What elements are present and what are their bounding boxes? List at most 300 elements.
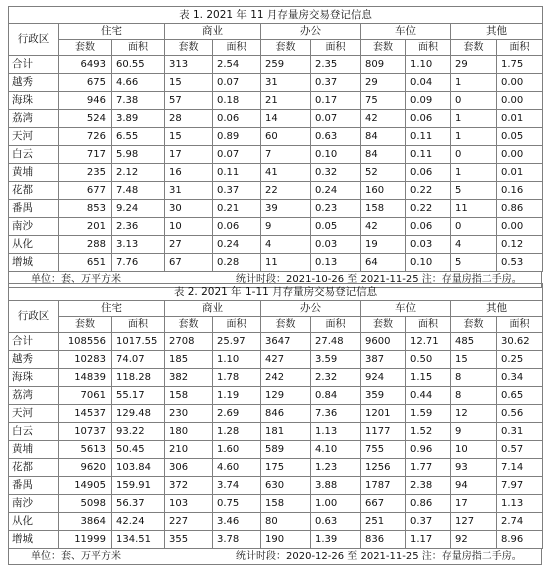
- area-cell: 1.78: [213, 369, 261, 387]
- count-cell: 41: [261, 164, 311, 182]
- count-cell: 726: [59, 128, 112, 146]
- count-cell: 16: [165, 164, 213, 182]
- count-cell: 372: [165, 477, 213, 495]
- area-cell: 0.01: [497, 164, 543, 182]
- area-cell: 0.37: [311, 74, 361, 92]
- count-cell: 14537: [59, 405, 112, 423]
- region-name: 荔湾: [9, 110, 59, 128]
- area-cell: 2.12: [112, 164, 165, 182]
- count-cell: 57: [165, 92, 213, 110]
- table-row: [9, 74, 543, 92]
- count-cell: 93: [451, 459, 497, 477]
- sub-header-count: 套数: [59, 317, 112, 333]
- sub-header-count: 套数: [451, 40, 497, 56]
- count-cell: 52: [361, 164, 406, 182]
- sub-header-area: 面积: [213, 40, 261, 56]
- sub-header-area: 面积: [311, 40, 361, 56]
- table-row: [9, 477, 543, 495]
- count-cell: 42: [361, 218, 406, 236]
- count-cell: 227: [165, 513, 213, 531]
- region-name: 白云: [9, 146, 59, 164]
- table-row: [9, 387, 543, 405]
- count-cell: 15: [165, 128, 213, 146]
- count-cell: 210: [165, 441, 213, 459]
- area-cell: 0.00: [497, 74, 543, 92]
- count-cell: 755: [361, 441, 406, 459]
- count-cell: 1: [451, 164, 497, 182]
- region-name: 越秀: [9, 351, 59, 369]
- group-header-office: 办公: [261, 24, 361, 40]
- sub-header-count: 套数: [261, 40, 311, 56]
- region-name: 番禺: [9, 200, 59, 218]
- region-name: 南沙: [9, 495, 59, 513]
- area-cell: 0.24: [213, 236, 261, 254]
- area-cell: 2.36: [112, 218, 165, 236]
- sub-header-count: 套数: [165, 317, 213, 333]
- count-cell: 92: [451, 531, 497, 549]
- area-cell: 3.46: [213, 513, 261, 531]
- area-cell: 3.88: [311, 477, 361, 495]
- group-header-other: 其他: [451, 24, 543, 40]
- area-cell: 0.06: [406, 164, 451, 182]
- group-header-residential: 住宅: [59, 301, 165, 317]
- count-cell: 1787: [361, 477, 406, 495]
- count-cell: 21: [261, 92, 311, 110]
- area-cell: 60.55: [112, 56, 165, 74]
- region-name: 黄埔: [9, 164, 59, 182]
- area-cell: 0.17: [311, 92, 361, 110]
- table-row: [9, 459, 543, 477]
- area-cell: 3.59: [311, 351, 361, 369]
- count-cell: 1: [451, 74, 497, 92]
- area-cell: 3.13: [112, 236, 165, 254]
- group-header-office: 办公: [261, 301, 361, 317]
- table-block-ytd: [8, 283, 542, 565]
- area-cell: 0.37: [406, 513, 451, 531]
- count-cell: 39: [261, 200, 311, 218]
- count-cell: 181: [261, 423, 311, 441]
- count-cell: 2708: [165, 333, 213, 351]
- region-name: 海珠: [9, 92, 59, 110]
- count-cell: 355: [165, 531, 213, 549]
- count-cell: 589: [261, 441, 311, 459]
- count-cell: 846: [261, 405, 311, 423]
- count-cell: 259: [261, 56, 311, 74]
- count-cell: 175: [261, 459, 311, 477]
- area-cell: 2.54: [213, 56, 261, 74]
- count-cell: 27: [165, 236, 213, 254]
- sub-header-count: 套数: [361, 40, 406, 56]
- table-row: [9, 405, 543, 423]
- area-cell: 0.10: [311, 146, 361, 164]
- count-cell: 64: [361, 254, 406, 272]
- area-cell: 0.22: [406, 200, 451, 218]
- count-cell: 235: [59, 164, 112, 182]
- area-cell: 0.13: [311, 254, 361, 272]
- count-cell: 14905: [59, 477, 112, 495]
- region-name: 白云: [9, 423, 59, 441]
- area-cell: 0.96: [406, 441, 451, 459]
- area-cell: 74.07: [112, 351, 165, 369]
- region-name: 合计: [9, 333, 59, 351]
- area-cell: 0.03: [406, 236, 451, 254]
- count-cell: 677: [59, 182, 112, 200]
- count-cell: 31: [261, 74, 311, 92]
- area-cell: 1.75: [497, 56, 543, 74]
- count-cell: 185: [165, 351, 213, 369]
- table-row: [9, 218, 543, 236]
- region-name: 荔湾: [9, 387, 59, 405]
- area-cell: 50.45: [112, 441, 165, 459]
- area-cell: 42.24: [112, 513, 165, 531]
- count-cell: 717: [59, 146, 112, 164]
- count-cell: 251: [361, 513, 406, 531]
- count-cell: 29: [361, 74, 406, 92]
- area-cell: 103.84: [112, 459, 165, 477]
- sub-header-area: 面积: [213, 317, 261, 333]
- monthly-transaction-table: [8, 6, 543, 272]
- count-cell: 15: [451, 351, 497, 369]
- count-cell: 10: [165, 218, 213, 236]
- area-cell: 1.10: [213, 351, 261, 369]
- area-cell: 0.00: [497, 218, 543, 236]
- period-note: 统计时段：2021-10-26 至 2021-11-25 注：存量房指二手房。: [236, 274, 522, 285]
- count-cell: 94: [451, 477, 497, 495]
- area-cell: 0.86: [406, 495, 451, 513]
- area-cell: 0.11: [406, 146, 451, 164]
- table-row: [9, 182, 543, 200]
- area-cell: 0.07: [213, 146, 261, 164]
- count-cell: 22: [261, 182, 311, 200]
- unit-note: 单位：套、万平方米: [31, 274, 121, 285]
- area-cell: 8.96: [497, 531, 543, 549]
- count-cell: 5613: [59, 441, 112, 459]
- count-cell: 1256: [361, 459, 406, 477]
- count-cell: 924: [361, 369, 406, 387]
- count-cell: 11: [451, 200, 497, 218]
- area-cell: 1.28: [213, 423, 261, 441]
- area-cell: 134.51: [112, 531, 165, 549]
- region-name: 花都: [9, 182, 59, 200]
- region-header: 行政区: [9, 24, 59, 56]
- area-cell: 6.55: [112, 128, 165, 146]
- region-header: 行政区: [9, 301, 59, 333]
- table-row: [9, 110, 543, 128]
- area-cell: 0.31: [497, 423, 543, 441]
- group-header-parking: 车位: [361, 24, 451, 40]
- area-cell: 0.63: [311, 513, 361, 531]
- count-cell: 387: [361, 351, 406, 369]
- region-name: 越秀: [9, 74, 59, 92]
- area-cell: 4.10: [311, 441, 361, 459]
- area-cell: 9.24: [112, 200, 165, 218]
- region-name: 花都: [9, 459, 59, 477]
- area-cell: 56.37: [112, 495, 165, 513]
- region-name: 番禺: [9, 477, 59, 495]
- count-cell: 5098: [59, 495, 112, 513]
- count-cell: 75: [361, 92, 406, 110]
- count-cell: 7061: [59, 387, 112, 405]
- sub-header-area: 面积: [406, 40, 451, 56]
- area-cell: 0.24: [311, 182, 361, 200]
- area-cell: 0.07: [213, 74, 261, 92]
- area-cell: 0.05: [497, 128, 543, 146]
- count-cell: 158: [261, 495, 311, 513]
- area-cell: 0.06: [213, 218, 261, 236]
- count-cell: 158: [361, 200, 406, 218]
- count-cell: 180: [165, 423, 213, 441]
- count-cell: 8: [451, 387, 497, 405]
- count-cell: 127: [451, 513, 497, 531]
- area-cell: 5.98: [112, 146, 165, 164]
- count-cell: 14839: [59, 369, 112, 387]
- count-cell: 0: [451, 218, 497, 236]
- table-row: [9, 236, 543, 254]
- area-cell: 0.65: [497, 387, 543, 405]
- count-cell: 0: [451, 146, 497, 164]
- area-cell: 1.77: [406, 459, 451, 477]
- area-cell: 0.11: [406, 128, 451, 146]
- count-cell: 42: [361, 110, 406, 128]
- region-name: 海珠: [9, 369, 59, 387]
- count-cell: 11: [261, 254, 311, 272]
- area-cell: 0.05: [311, 218, 361, 236]
- count-cell: 10: [451, 441, 497, 459]
- area-cell: 1.52: [406, 423, 451, 441]
- count-cell: 108556: [59, 333, 112, 351]
- area-cell: 12.71: [406, 333, 451, 351]
- count-cell: 382: [165, 369, 213, 387]
- table-title: 表 2. 2021 年 1-11 月存量房交易登记信息: [9, 284, 543, 301]
- group-header-parking: 车位: [361, 301, 451, 317]
- count-cell: 31: [165, 182, 213, 200]
- sub-header-area: 面积: [311, 317, 361, 333]
- count-cell: 29: [451, 56, 497, 74]
- area-cell: 1.10: [406, 56, 451, 74]
- area-cell: 7.36: [311, 405, 361, 423]
- count-cell: 651: [59, 254, 112, 272]
- sub-header-count: 套数: [361, 317, 406, 333]
- area-cell: 0.10: [406, 254, 451, 272]
- table-row: [9, 513, 543, 531]
- area-cell: 2.35: [311, 56, 361, 74]
- count-cell: 4: [451, 236, 497, 254]
- count-cell: 158: [165, 387, 213, 405]
- area-cell: 1.00: [311, 495, 361, 513]
- count-cell: 80: [261, 513, 311, 531]
- table-row: [9, 441, 543, 459]
- area-cell: 0.06: [406, 218, 451, 236]
- count-cell: 190: [261, 531, 311, 549]
- count-cell: 630: [261, 477, 311, 495]
- sub-header-count: 套数: [165, 40, 213, 56]
- area-cell: 0.06: [213, 110, 261, 128]
- table-row: [9, 200, 543, 218]
- area-cell: 7.48: [112, 182, 165, 200]
- table-row: [9, 254, 543, 272]
- table-title: 表 1. 2021 年 11 月存量房交易登记信息: [9, 7, 543, 24]
- count-cell: 427: [261, 351, 311, 369]
- area-cell: 1.13: [497, 495, 543, 513]
- sub-header-area: 面积: [406, 317, 451, 333]
- count-cell: 230: [165, 405, 213, 423]
- area-cell: 0.12: [497, 236, 543, 254]
- table-row: [9, 92, 543, 110]
- count-cell: 6493: [59, 56, 112, 74]
- table-block-monthly: [8, 6, 542, 288]
- area-cell: 4.60: [213, 459, 261, 477]
- area-cell: 2.69: [213, 405, 261, 423]
- table-row: [9, 495, 543, 513]
- count-cell: 84: [361, 146, 406, 164]
- group-header-residential: 住宅: [59, 24, 165, 40]
- count-cell: 160: [361, 182, 406, 200]
- area-cell: 1.19: [213, 387, 261, 405]
- area-cell: 0.56: [497, 405, 543, 423]
- region-name: 黄埔: [9, 441, 59, 459]
- table-footer: [8, 549, 542, 565]
- region-name: 合计: [9, 56, 59, 74]
- area-cell: 0.63: [311, 128, 361, 146]
- area-cell: 0.23: [311, 200, 361, 218]
- count-cell: 4: [261, 236, 311, 254]
- group-header-other: 其他: [451, 301, 543, 317]
- count-cell: 129: [261, 387, 311, 405]
- area-cell: 1.59: [406, 405, 451, 423]
- area-cell: 2.38: [406, 477, 451, 495]
- area-cell: 2.74: [497, 513, 543, 531]
- count-cell: 853: [59, 200, 112, 218]
- area-cell: 0.34: [497, 369, 543, 387]
- area-cell: 7.76: [112, 254, 165, 272]
- area-cell: 7.38: [112, 92, 165, 110]
- count-cell: 3647: [261, 333, 311, 351]
- count-cell: 201: [59, 218, 112, 236]
- count-cell: 288: [59, 236, 112, 254]
- area-cell: 4.66: [112, 74, 165, 92]
- count-cell: 3864: [59, 513, 112, 531]
- area-cell: 129.48: [112, 405, 165, 423]
- region-name: 从化: [9, 236, 59, 254]
- area-cell: 0.16: [497, 182, 543, 200]
- period-note: 统计时段：2020-12-26 至 2021-11-25 注：存量房指二手房。: [236, 551, 522, 562]
- count-cell: 1201: [361, 405, 406, 423]
- area-cell: 0.75: [213, 495, 261, 513]
- count-cell: 313: [165, 56, 213, 74]
- group-header-commercial: 商业: [165, 301, 261, 317]
- region-name: 增城: [9, 531, 59, 549]
- area-cell: 0.84: [311, 387, 361, 405]
- area-cell: 3.78: [213, 531, 261, 549]
- area-cell: 0.53: [497, 254, 543, 272]
- sub-header-area: 面积: [497, 40, 543, 56]
- area-cell: 2.32: [311, 369, 361, 387]
- region-name: 天河: [9, 405, 59, 423]
- count-cell: 5: [451, 182, 497, 200]
- region-name: 从化: [9, 513, 59, 531]
- area-cell: 1.15: [406, 369, 451, 387]
- sub-header-area: 面积: [112, 40, 165, 56]
- count-cell: 17: [451, 495, 497, 513]
- count-cell: 103: [165, 495, 213, 513]
- sub-header-count: 套数: [59, 40, 112, 56]
- area-cell: 0.44: [406, 387, 451, 405]
- unit-note: 单位：套、万平方米: [31, 551, 121, 562]
- area-cell: 0.89: [213, 128, 261, 146]
- area-cell: 0.18: [213, 92, 261, 110]
- count-cell: 359: [361, 387, 406, 405]
- count-cell: 675: [59, 74, 112, 92]
- table-row: [9, 351, 543, 369]
- area-cell: 1.13: [311, 423, 361, 441]
- area-cell: 0.37: [213, 182, 261, 200]
- area-cell: 0.25: [497, 351, 543, 369]
- table-row: [9, 423, 543, 441]
- count-cell: 9: [261, 218, 311, 236]
- table-row: [9, 56, 543, 74]
- count-cell: 9: [451, 423, 497, 441]
- sub-header-area: 面积: [497, 317, 543, 333]
- count-cell: 809: [361, 56, 406, 74]
- area-cell: 55.17: [112, 387, 165, 405]
- sub-header-area: 面积: [112, 317, 165, 333]
- count-cell: 524: [59, 110, 112, 128]
- count-cell: 9620: [59, 459, 112, 477]
- area-cell: 0.03: [311, 236, 361, 254]
- area-cell: 1.23: [311, 459, 361, 477]
- table-row: [9, 333, 543, 351]
- area-cell: 1.17: [406, 531, 451, 549]
- count-cell: 11999: [59, 531, 112, 549]
- count-cell: 1: [451, 110, 497, 128]
- count-cell: 60: [261, 128, 311, 146]
- area-cell: 25.97: [213, 333, 261, 351]
- count-cell: 306: [165, 459, 213, 477]
- count-cell: 67: [165, 254, 213, 272]
- count-cell: 1: [451, 128, 497, 146]
- group-header-commercial: 商业: [165, 24, 261, 40]
- count-cell: 84: [361, 128, 406, 146]
- area-cell: 0.32: [311, 164, 361, 182]
- area-cell: 0.50: [406, 351, 451, 369]
- region-name: 增城: [9, 254, 59, 272]
- table-row: [9, 531, 543, 549]
- area-cell: 0.21: [213, 200, 261, 218]
- area-cell: 118.28: [112, 369, 165, 387]
- table-row: [9, 146, 543, 164]
- count-cell: 667: [361, 495, 406, 513]
- table-row: [9, 369, 543, 387]
- area-cell: 0.22: [406, 182, 451, 200]
- count-cell: 30: [165, 200, 213, 218]
- count-cell: 28: [165, 110, 213, 128]
- region-name: 南沙: [9, 218, 59, 236]
- count-cell: 242: [261, 369, 311, 387]
- region-name: 天河: [9, 128, 59, 146]
- area-cell: 0.01: [497, 110, 543, 128]
- count-cell: 836: [361, 531, 406, 549]
- count-cell: 946: [59, 92, 112, 110]
- sub-header-count: 套数: [451, 317, 497, 333]
- table-row: [9, 164, 543, 182]
- area-cell: 1.60: [213, 441, 261, 459]
- area-cell: 30.62: [497, 333, 543, 351]
- count-cell: 10737: [59, 423, 112, 441]
- area-cell: 0.06: [406, 110, 451, 128]
- area-cell: 93.22: [112, 423, 165, 441]
- count-cell: 9600: [361, 333, 406, 351]
- area-cell: 1.39: [311, 531, 361, 549]
